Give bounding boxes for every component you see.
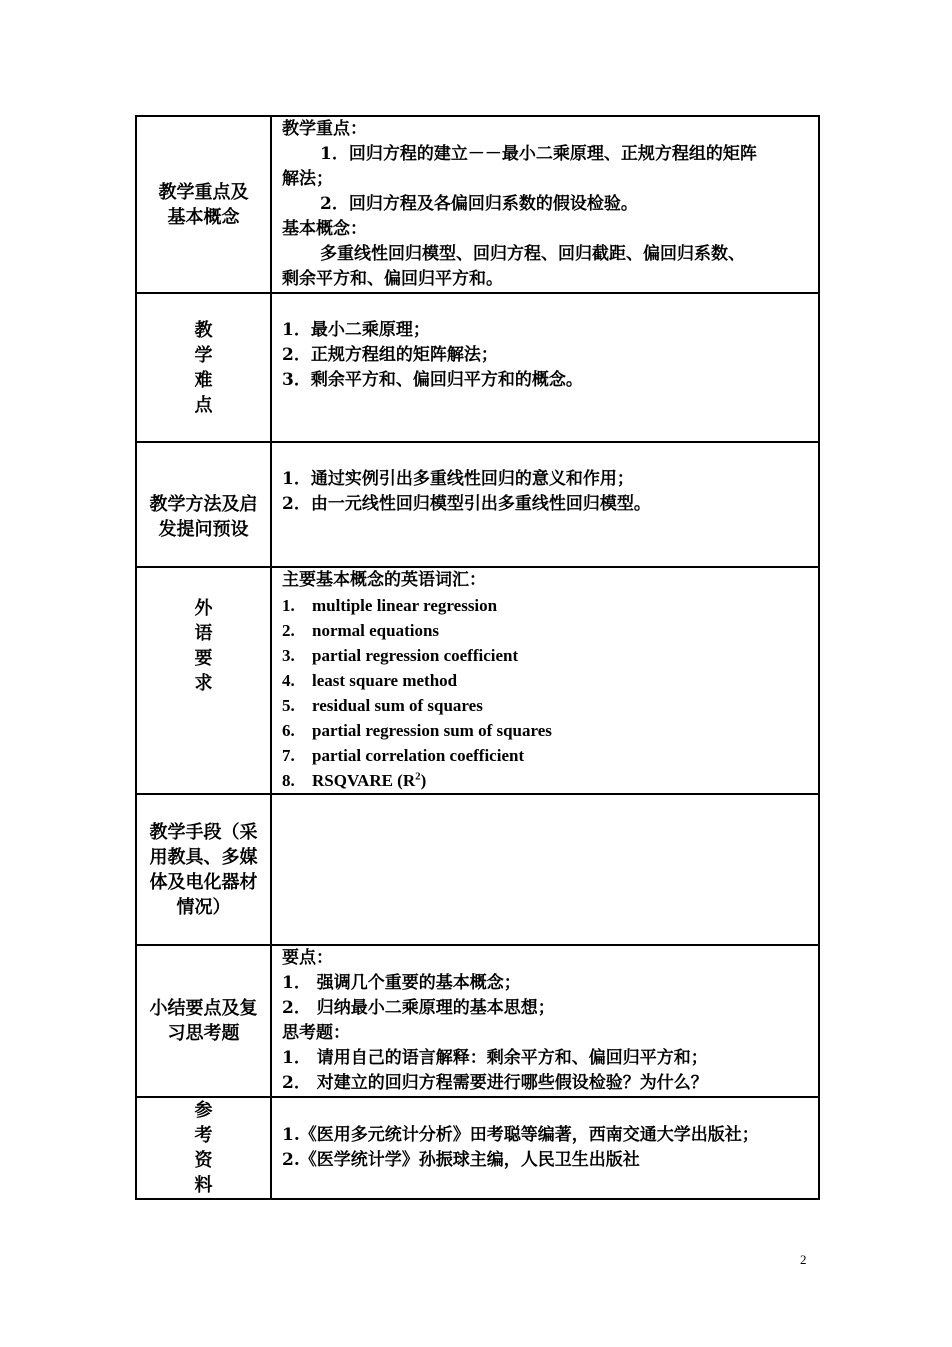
reference-item: 1.《医用多元统计分析》田考聪等编著，西南交通大学出版社； xyxy=(282,1125,759,1145)
row-label-char: 学 xyxy=(194,344,213,366)
row-label-line: 教学手段（采 xyxy=(149,821,258,843)
row-label-char: 外 xyxy=(194,598,213,619)
table-row xyxy=(136,293,819,442)
teaching-aids-content xyxy=(271,794,819,945)
term-text: normal equations xyxy=(312,621,440,640)
row-label-teaching-aids xyxy=(136,794,271,945)
list-item: 3．剩余平方和、偏回归平方和的概念。 xyxy=(282,369,583,390)
table-row xyxy=(136,116,819,293)
list-item-continuation: 解法； xyxy=(282,169,333,189)
table-row xyxy=(136,1097,819,1199)
term-text: multiple linear regression xyxy=(312,596,498,615)
row-label-line: 发提问预设 xyxy=(158,519,249,540)
term-text: RSQVARE (R xyxy=(312,771,416,790)
list-item xyxy=(282,768,814,793)
list-item: 1．通过实例引出多重线性回归的意义和作用； xyxy=(282,469,634,489)
difficulties-content xyxy=(271,293,819,442)
row-label-char: 难 xyxy=(194,369,213,391)
row-label-char: 资 xyxy=(194,1150,213,1171)
section-heading: 基本概念： xyxy=(282,219,367,239)
key-points-content xyxy=(271,116,819,293)
item-number: 5. xyxy=(282,696,295,715)
item-number: 4. xyxy=(282,671,295,690)
list-item: 2．正规方程组的矩阵解法； xyxy=(282,344,498,365)
row-label-char: 语 xyxy=(194,623,213,644)
term-text-tail: ) xyxy=(420,771,427,790)
section-heading: 教学重点： xyxy=(282,119,367,139)
row-label-line: 体及电化器材 xyxy=(149,871,258,893)
list-item: 2．回归方程及各偏回归系数的假设检验。 xyxy=(320,194,638,214)
section-heading: 要点： xyxy=(282,948,333,968)
methods-content xyxy=(271,442,819,567)
item-number: 2. xyxy=(282,621,295,640)
list-item xyxy=(282,743,814,768)
row-label-line: 习思考题 xyxy=(167,1023,240,1044)
item-number: 6. xyxy=(282,721,295,740)
list-item: 1． 强调几个重要的基本概念； xyxy=(282,973,521,993)
concepts-text: 多重线性回归模型、回归方程、回归截距、偏回归系数、 xyxy=(320,244,745,264)
list-item xyxy=(282,593,814,618)
row-label-line: 用教具、多媒 xyxy=(149,846,258,868)
item-number: 1. xyxy=(282,596,295,615)
concepts-text-continuation: 剩余平方和、偏回归平方和。 xyxy=(282,269,503,289)
item-number: 3. xyxy=(282,646,295,665)
list-item xyxy=(282,643,814,668)
row-label-foreign-language xyxy=(136,567,271,794)
list-item: 1． 请用自己的语言解释：剩余平方和、偏回归平方和； xyxy=(282,1048,708,1068)
list-item xyxy=(282,693,814,718)
row-label-char: 教 xyxy=(194,319,213,341)
row-label-char: 料 xyxy=(194,1175,213,1196)
term-text: least square method xyxy=(312,671,458,690)
list-item: 2． 归纳最小二乘原理的基本思想； xyxy=(282,998,555,1018)
lesson-plan-table xyxy=(135,115,820,1200)
row-label-methods xyxy=(136,442,271,567)
term-text: partial correlation coefficient xyxy=(312,746,525,765)
row-label-difficulties xyxy=(136,293,271,442)
list-item: 1．最小二乘原理； xyxy=(282,319,430,340)
summary-content xyxy=(271,945,819,1097)
row-label-line: 基本概念 xyxy=(167,206,240,228)
row-label-char: 要 xyxy=(194,648,213,669)
row-label-line: 小结要点及复 xyxy=(149,998,258,1019)
row-label-char: 求 xyxy=(194,673,213,694)
row-label-line: 情况） xyxy=(176,896,231,918)
foreign-language-content xyxy=(271,567,819,794)
reference-item: 2.《医学统计学》孙振球主编，人民卫生出版社 xyxy=(282,1150,640,1170)
list-item xyxy=(282,718,814,743)
section-heading: 主要基本概念的英语词汇： xyxy=(282,570,486,590)
row-label-char: 考 xyxy=(194,1125,213,1146)
list-item: 2．由一元线性回归模型引出多重线性回归模型。 xyxy=(282,494,651,514)
row-label-line: 教学重点及 xyxy=(158,181,249,203)
section-heading: 思考题： xyxy=(282,1023,350,1043)
term-text: partial regression coefficient xyxy=(312,646,519,665)
row-label-char: 点 xyxy=(194,394,213,416)
item-number: 8. xyxy=(282,771,295,790)
row-label-char: 参 xyxy=(194,1100,213,1121)
list-item: 1．回归方程的建立－－最小二乘原理、正规方程组的矩阵 xyxy=(320,144,757,164)
table-row xyxy=(136,794,819,945)
superscript: 2 xyxy=(415,770,421,783)
list-item: 2． 对建立的回归方程需要进行哪些假设检验？为什么？ xyxy=(282,1073,708,1093)
term-text: partial regression sum of squares xyxy=(312,721,552,740)
table-row xyxy=(136,442,819,567)
references-content xyxy=(271,1097,819,1199)
row-label-line: 教学方法及启 xyxy=(149,494,258,515)
item-number: 7. xyxy=(282,746,295,765)
row-label-references xyxy=(136,1097,271,1199)
table-row xyxy=(136,567,819,794)
table-row xyxy=(136,945,819,1097)
row-label-key-points xyxy=(136,116,271,293)
page-number: 2 xyxy=(800,1252,807,1267)
list-item xyxy=(282,618,814,643)
list-item xyxy=(282,668,814,693)
row-label-summary xyxy=(136,945,271,1097)
term-text: residual sum of squares xyxy=(312,696,483,715)
